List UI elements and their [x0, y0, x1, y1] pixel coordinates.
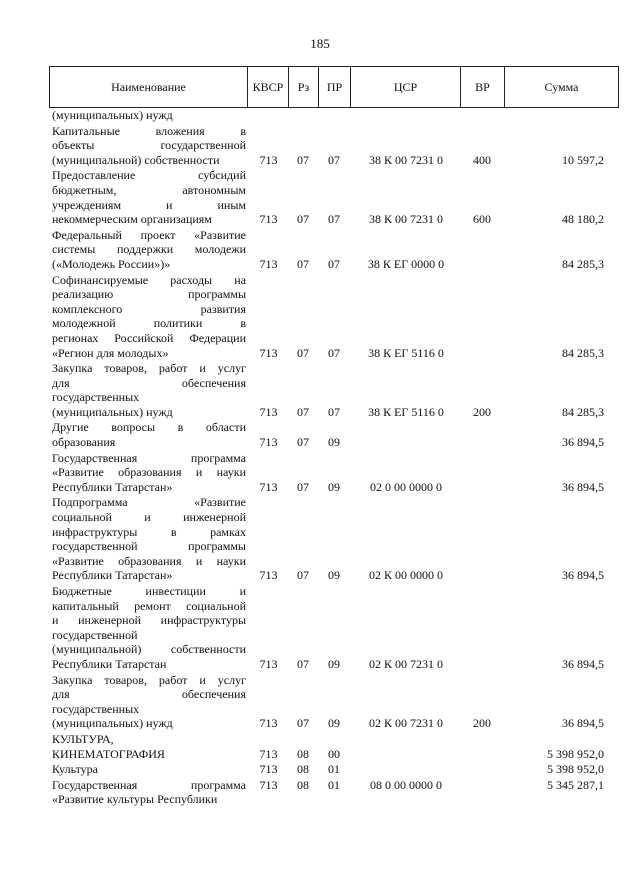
table-row: [49, 451, 618, 495]
row-name-line: реализацию программы: [52, 287, 246, 302]
kvsr-cell: 713: [259, 404, 278, 419]
pr-cell: 09: [328, 479, 340, 494]
row-name-line: Предоставление субсидий: [52, 168, 246, 183]
rz-cell: 07: [297, 656, 309, 671]
row-name: [49, 778, 246, 807]
table-row: [49, 673, 618, 731]
csr-cell: 08 0 00 0000 0: [370, 777, 442, 792]
kvsr-cell: 713: [259, 716, 278, 731]
row-name-line: «Регион для молодых»: [52, 345, 169, 360]
kvsr-cell: 713: [259, 746, 278, 761]
kvsr-cell: 713: [259, 479, 278, 494]
sum-cell: 84 285,3: [562, 345, 604, 360]
sum-cell: 5 398 952,0: [547, 762, 604, 777]
csr-cell: 38 К ЕГ 0000 0: [367, 256, 445, 271]
row-name-line: «Развитие образования и науки: [52, 553, 246, 568]
csr-cell: 38 К 00 7231 0: [368, 212, 443, 227]
table-row: [49, 762, 618, 777]
row-name-line: комплексного развития: [52, 301, 246, 316]
kvsr-cell: 713: [259, 656, 278, 671]
row-name-line: Подпрограмма «Развитие: [52, 495, 246, 510]
row-name: [49, 495, 246, 583]
header-vr: ВР: [461, 67, 505, 108]
row-name-line: бюджетным, автономным: [52, 182, 246, 197]
table-row: [49, 778, 618, 807]
row-name-line: социальной и инженерной: [52, 510, 246, 525]
pr-cell: 09: [328, 716, 340, 731]
table-row: [49, 495, 618, 583]
row-name: [49, 124, 246, 168]
header-csr: ЦСР: [351, 67, 461, 108]
sum-cell: 36 894,5: [562, 716, 604, 731]
rz-cell: 08: [297, 746, 309, 761]
pr-cell: 07: [328, 345, 340, 360]
csr-cell: 38 К ЕГ 5116 0: [368, 404, 444, 419]
csr-cell: 02 К 00 7231 0: [368, 716, 443, 731]
pr-cell: 07: [328, 256, 340, 271]
table-row: [49, 124, 618, 168]
row-name-line: для обеспечения: [52, 687, 246, 702]
row-name: [49, 420, 246, 449]
row-name-line: (муниципальных) нужд: [52, 404, 173, 419]
row-name-line: некоммерческим организациям: [52, 212, 212, 227]
sum-cell: 36 894,5: [562, 435, 604, 450]
row-name-line: и инженерной инфраструктуры: [52, 613, 246, 628]
row-name-line: Софинансируемые расходы на: [52, 272, 246, 287]
table-header: [49, 66, 619, 108]
row-name: [49, 762, 246, 777]
row-name-line: Республики Татарстан»: [52, 479, 173, 494]
vr-cell: 600: [473, 212, 491, 227]
table-row: [49, 361, 618, 419]
rz-cell: 07: [297, 716, 309, 731]
row-name: [49, 673, 246, 731]
header-kvsr: КВСР: [248, 67, 289, 108]
rz-cell: 07: [297, 479, 309, 494]
row-name-line: капитальный ремонт социальной: [52, 598, 246, 613]
row-name-line: объекты государственной: [52, 138, 246, 153]
pr-cell: 07: [328, 212, 340, 227]
rz-cell: 07: [297, 212, 309, 227]
row-name: [49, 361, 246, 419]
row-name: [49, 732, 246, 761]
row-name-line: Государственная программа: [52, 450, 246, 465]
row-name-line: Бюджетные инвестиции и: [52, 584, 246, 598]
kvsr-cell: 713: [259, 256, 278, 271]
row-name-line: Другие вопросы в области: [52, 420, 246, 435]
row-name-line: государственной программы: [52, 539, 246, 554]
row-name-line: Республики Татарстан: [52, 656, 167, 671]
row-name-line: государственных: [52, 701, 140, 716]
row-name-line: Государственная программа: [52, 777, 246, 792]
table-row: [49, 584, 618, 672]
row-name-line: (муниципальной) собственности: [52, 152, 220, 167]
row-name-line: Капитальные вложения в: [52, 123, 246, 138]
row-name-line: Федеральный проект «Развитие: [52, 227, 246, 242]
row-name-line: «Развитие культуры Республики: [52, 792, 218, 807]
row-name-line: инфраструктуры в рамках: [52, 524, 246, 539]
row-name-line: регионах Российской Федерации: [52, 330, 246, 345]
table-row: [49, 108, 618, 123]
row-name-line: государственных: [52, 390, 140, 405]
kvsr-cell: 713: [259, 762, 278, 777]
sum-cell: 48 180,2: [562, 212, 604, 227]
row-name-line: КИНЕМАТОГРАФИЯ: [52, 746, 165, 761]
row-name-line: образования: [52, 435, 116, 450]
row-name: [49, 168, 246, 226]
sum-cell: 36 894,5: [562, 479, 604, 494]
row-name-line: системы поддержки молодежи: [52, 242, 246, 257]
row-name: [49, 273, 246, 361]
kvsr-cell: 713: [259, 435, 278, 450]
csr-cell: 02 0 00 0000 0: [370, 479, 442, 494]
pr-cell: 09: [328, 656, 340, 671]
row-name-line: (муниципальных) нужд: [52, 108, 173, 122]
rz-cell: 07: [297, 435, 309, 450]
row-name: [49, 228, 246, 272]
table-row: [49, 168, 618, 226]
table-row: [49, 228, 618, 272]
row-name-line: (муниципальной) собственности: [52, 642, 246, 657]
row-name-line: («Молодежь России»)»: [52, 256, 171, 271]
csr-cell: 02 К 00 7231 0: [368, 656, 443, 671]
rz-cell: 07: [297, 568, 309, 583]
table-body: [49, 108, 618, 808]
rz-cell: 08: [297, 762, 309, 777]
row-name-line: для обеспечения: [52, 375, 246, 390]
pr-cell: 07: [328, 152, 340, 167]
table-row: [49, 420, 618, 449]
row-name: [49, 584, 246, 672]
sum-cell: 36 894,5: [562, 656, 604, 671]
rz-cell: 08: [297, 777, 309, 792]
pr-cell: 09: [328, 435, 340, 450]
header-pr: ПР: [319, 67, 351, 108]
csr-cell: 02 К 00 0000 0: [368, 568, 443, 583]
pr-cell: 07: [328, 404, 340, 419]
vr-cell: 200: [473, 404, 491, 419]
sum-cell: 10 597,2: [562, 152, 604, 167]
kvsr-cell: 713: [259, 345, 278, 360]
vr-cell: 400: [473, 152, 491, 167]
pr-cell: 00: [328, 746, 340, 761]
sum-cell: 5 345 287,1: [547, 777, 604, 792]
row-name: [49, 451, 246, 495]
kvsr-cell: 713: [259, 777, 278, 792]
row-name-line: Культура: [52, 762, 98, 777]
kvsr-cell: 713: [259, 212, 278, 227]
header-rz: Рз: [289, 67, 319, 108]
row-name: [49, 108, 246, 123]
kvsr-cell: 713: [259, 152, 278, 167]
row-name-line: «Развитие образования и науки: [52, 465, 246, 480]
vr-cell: 200: [473, 716, 491, 731]
rz-cell: 07: [297, 404, 309, 419]
row-name-line: молодежной политики в: [52, 316, 246, 331]
pr-cell: 09: [328, 568, 340, 583]
header-sum: Сумма: [505, 67, 619, 108]
row-name-line: Закупка товаров, работ и услуг: [52, 361, 246, 376]
header-name: Наименование: [50, 67, 248, 108]
csr-cell: 38 К ЕГ 5116 0: [368, 345, 444, 360]
row-name-line: Республики Татарстан»: [52, 568, 173, 583]
rz-cell: 07: [297, 152, 309, 167]
table-row: [49, 273, 618, 361]
sum-cell: 84 285,3: [562, 256, 604, 271]
pr-cell: 01: [328, 777, 340, 792]
row-name-line: государственной: [52, 627, 138, 642]
rz-cell: 07: [297, 345, 309, 360]
sum-cell: 36 894,5: [562, 568, 604, 583]
csr-cell: 38 К 00 7231 0: [368, 152, 443, 167]
sum-cell: 5 398 952,0: [547, 746, 604, 761]
rz-cell: 07: [297, 256, 309, 271]
row-name-line: КУЛЬТУРА,: [52, 731, 114, 746]
sum-cell: 84 285,3: [562, 404, 604, 419]
page-number: 185: [310, 36, 330, 51]
row-name-line: Закупка товаров, работ и услуг: [52, 672, 246, 687]
row-name-line: учреждениям и иным: [52, 197, 246, 212]
kvsr-cell: 713: [259, 568, 278, 583]
table-row: [49, 732, 618, 761]
pr-cell: 01: [328, 762, 340, 777]
row-name-line: (муниципальных) нужд: [52, 716, 173, 731]
